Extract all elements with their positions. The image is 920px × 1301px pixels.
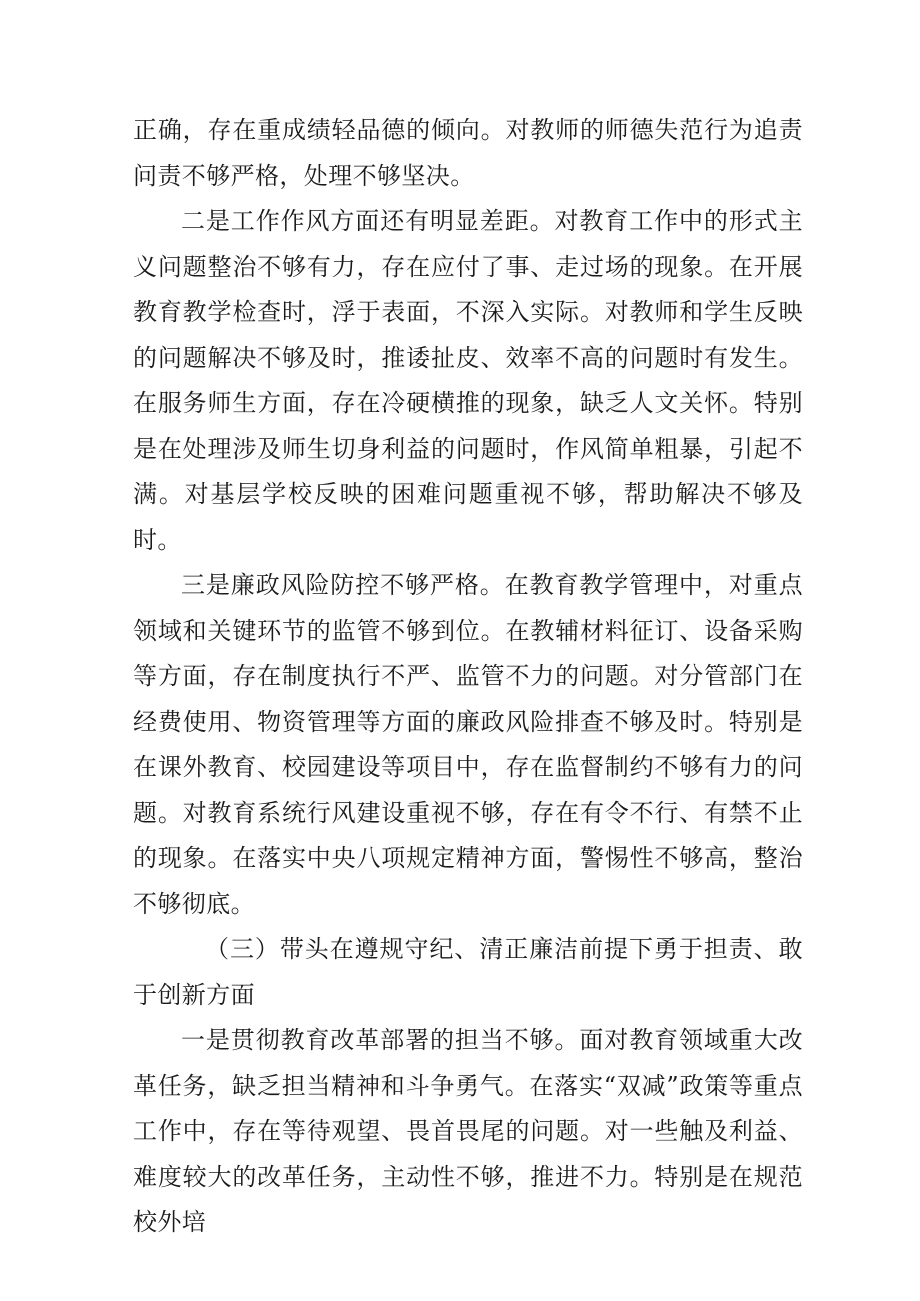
paragraph-work-style: 二是工作作风方面还有明显差距。对教育工作中的形式主义问题整治不够有力，存在应付了事、走过场的现象。在开展教育教学检查时，浮于表面，不深入实际。对教师和学生反映的问题解决不够及时，推诿扯皮、效率不高的问题时有发生。在服务师生方面，存在冷硬横推的现象，缺乏人文关怀。特别是在处理涉及师生切身利益的问题时，作风简单粗暴，引起不满。对基层学校反映的困难问题重视不够，帮助解决不够及时。 [133, 207, 803, 554]
paragraph-reform-responsibility: 一是贯彻教育改革部署的担当不够。面对教育领域重大改革任务，缺乏担当精神和斗争勇气。在落实“双减”政策等重点工作中，存在等待观望、畏首畏尾的问题。对一些触及利益、难度较大的改革任务，主动性不够，推进不力。特别是在规范校外培 [133, 1026, 803, 1236]
document-body [133, 108, 803, 1246]
paragraph-continuation: 正确，存在重成绩轻品德的倾向。对教师的师德失范行为追责问责不够严格，处理不够坚决。 [133, 116, 803, 190]
paragraph-integrity-risk: 三是廉政风险防控不够严格。在教育教学管理中，对重点领域和关键环节的监管不够到位。在教辅材料征订、设备采购等方面，存在制度执行不严、监管不力的问题。对分管部门在经费使用、物资管理等方面的廉政风险排查不够及时。特别是在课外教育、校园建设等项目中，存在监督制约不够有力的问题。对教育系统行风建设重视不够，存在有令不行、有禁不止的现象。在落实中央八项规定精神方面，警惕性不够高，整治不够彻底。 [133, 571, 803, 918]
section-heading-3: （三）带头在遵规守纪、清正廉洁前提下勇于担责、敢于创新方面 [133, 935, 803, 1009]
